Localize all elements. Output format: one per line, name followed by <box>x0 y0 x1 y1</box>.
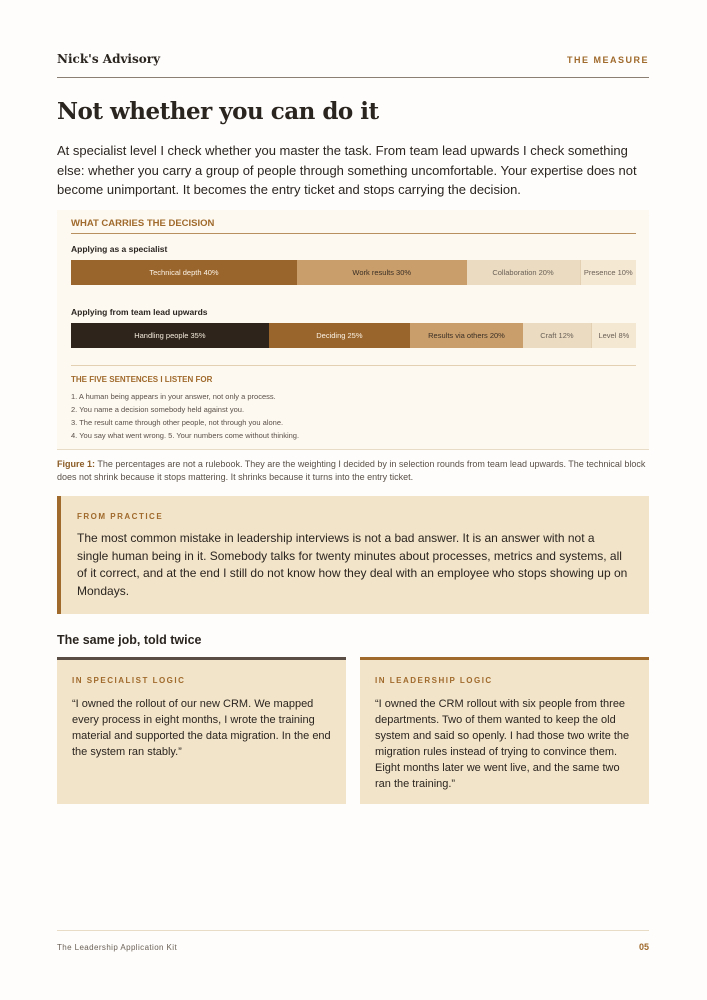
bar-segment: Collaboration 20% <box>467 260 580 285</box>
figure-divider <box>71 365 636 366</box>
bar-label-specialist: Applying as a specialist <box>71 244 168 254</box>
footer-title: The Leadership Application Kit <box>57 943 178 952</box>
bar-segment: Results via others 20% <box>410 323 523 348</box>
card-quote: “I owned the rollout of our new CRM. We mapped every process in eight months, I wrote the training material and supported the data migration. In the end the system ran stably.” <box>72 698 331 758</box>
caption-label: Figure 1: <box>57 459 96 469</box>
figure-heading: WHAT CARRIES THE DECISION <box>71 218 636 234</box>
page-footer <box>57 930 649 951</box>
brand-name: Nick's Advisory <box>57 52 161 66</box>
comparison-heading: The same job, told twice <box>57 633 202 647</box>
weighting-figure <box>57 210 649 450</box>
card-quote: “I owned the CRM rollout with six people from three departments. Two of them wanted to keep the old system and said so openly. I had those two write the migration rules instead of trying to convince them. Eight months later we went live, and the same two ran the training.” <box>375 698 630 790</box>
bar-segment: Handling people 35% <box>71 323 269 348</box>
leadership-logic-card <box>360 657 649 804</box>
card-label: IN SPECIALIST LOGIC <box>72 676 186 685</box>
page-header <box>57 51 649 78</box>
callout-text: The most common mistake in leadership interviews is not a bad answer. It is an answer with not a single human being in it. Somebody talks for twenty minutes about processes, metrics and systems, all of it correct, and at the end I still do not know how they deal with an employee who stops showing up on Mondays. <box>77 531 628 598</box>
specialist-logic-card <box>57 657 346 804</box>
sentence-item: 1. A human being appears in your answer, not only a process. <box>71 392 276 401</box>
sentences-heading: THE FIVE SENTENCES I LISTEN FOR <box>71 375 213 384</box>
sentence-item: 3. The result came through other people, not through you alone. <box>71 418 284 427</box>
practice-callout <box>57 496 649 614</box>
figure-caption <box>57 458 649 483</box>
stacked-bar-specialist <box>71 260 636 285</box>
sentence-item: 2. You name a decision somebody held against you. <box>71 405 245 414</box>
bar-segment: Deciding 25% <box>269 323 410 348</box>
bar-label-team-lead: Applying from team lead upwards <box>71 307 208 317</box>
bar-segment: Presence 10% <box>580 260 637 285</box>
bar-segment: Level 8% <box>591 323 636 348</box>
page-number: 05 <box>638 942 649 952</box>
page-title: Not whether you can do it <box>57 98 379 125</box>
sentence-item: 4. You say what went wrong. 5. Your numbers come without thinking. <box>71 431 300 440</box>
section-label: THE MEASURE <box>566 55 649 65</box>
sentences-list <box>71 390 631 442</box>
callout-label: FROM PRACTICE <box>77 512 164 521</box>
card-label: IN LEADERSHIP LOGIC <box>375 676 493 685</box>
bar-segment: Technical depth 40% <box>71 260 297 285</box>
intro-paragraph: At specialist level I check whether you master the task. From team lead upwards I check something else: whether you carry a group of people through something uncomfortable. Your expertise does not become unimportant. It becomes the entry ticket and stops carrying the decision. <box>57 143 637 197</box>
stacked-bar-team-lead <box>71 323 636 348</box>
bar-segment: Work results 30% <box>297 260 467 285</box>
bar-segment: Craft 12% <box>523 323 591 348</box>
caption-text: The percentages are not a rulebook. They are the weighting I decided by in selection rounds from team lead upwards. The technical block does not shrink because it stops mattering. It shrinks because it turns into the entry ticket. <box>57 459 646 482</box>
